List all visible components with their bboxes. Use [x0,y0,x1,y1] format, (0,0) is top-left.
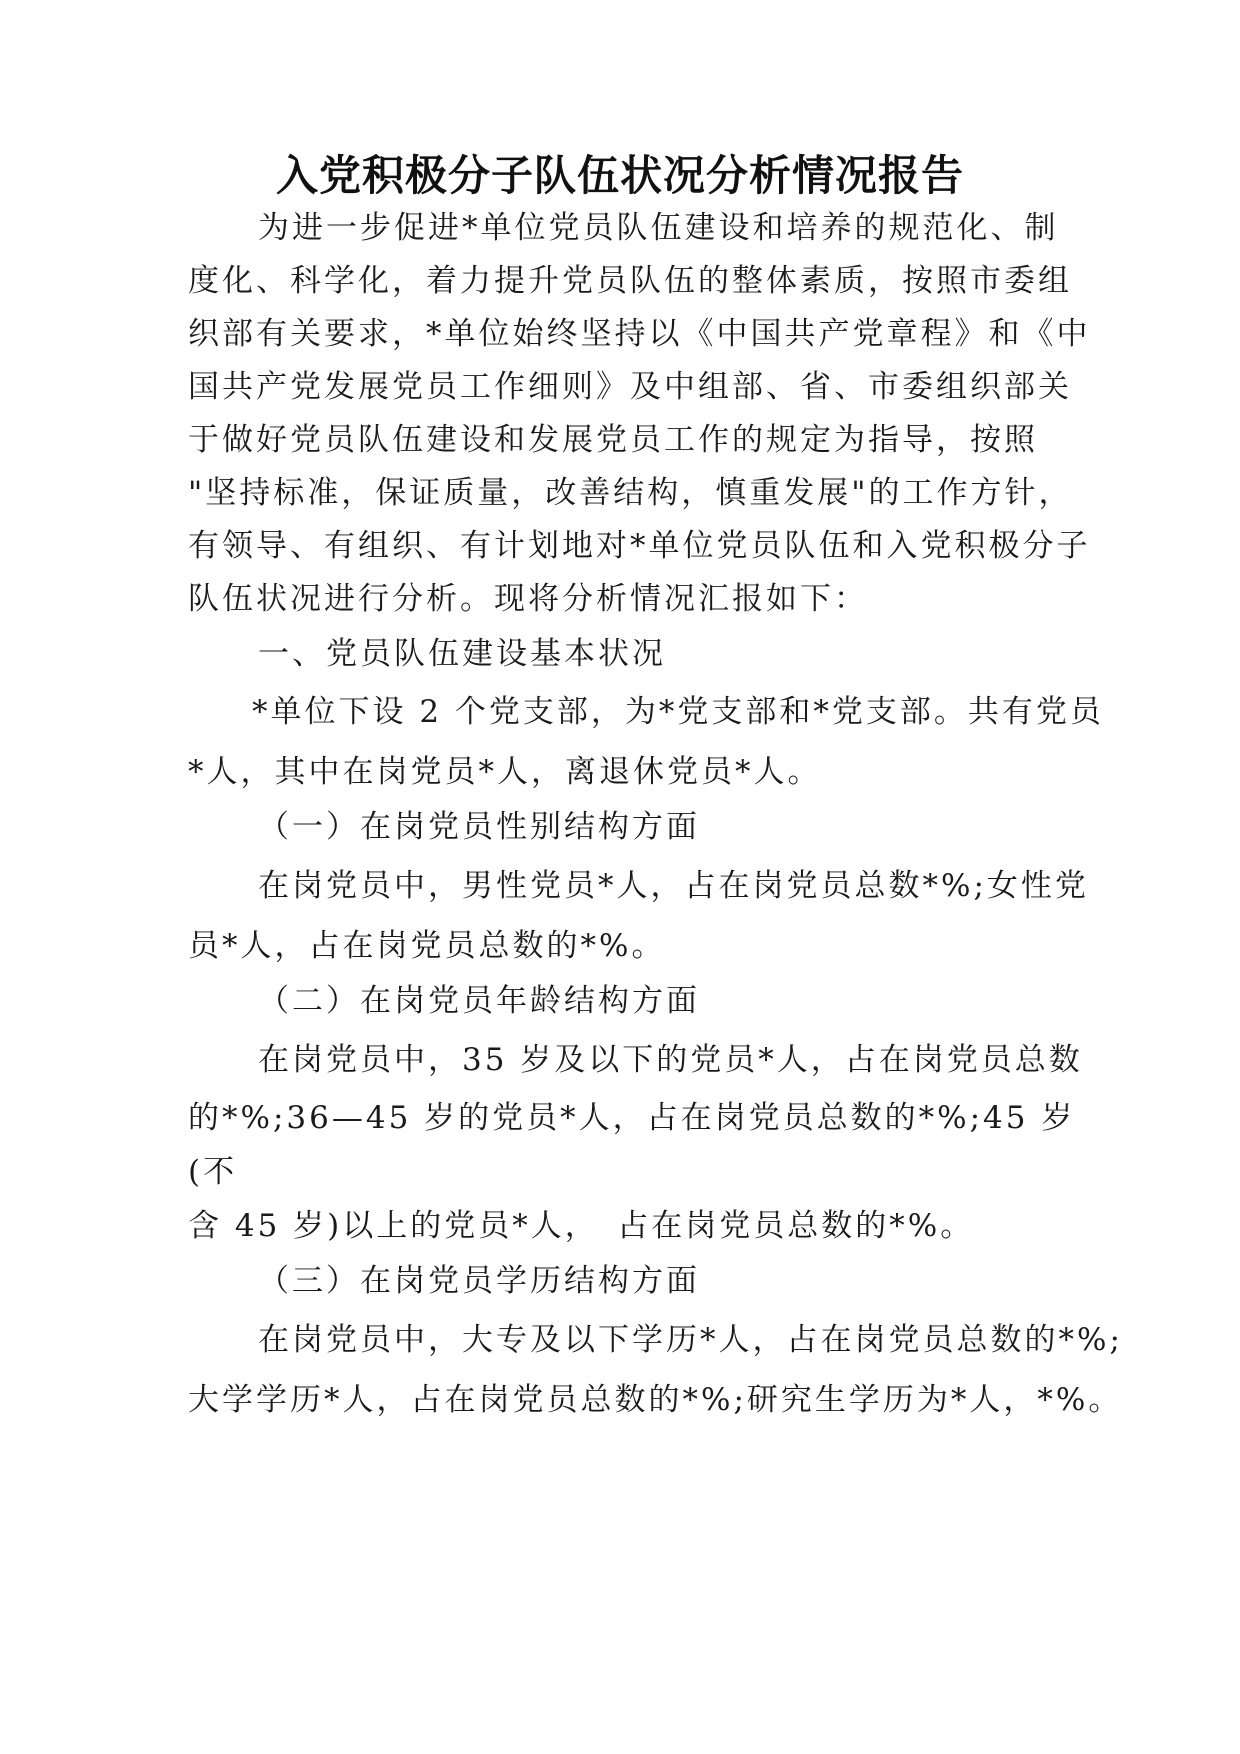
paragraph-line: *人，其中在岗党员*人，离退休党员*人。 [188,754,822,790]
intro-line: 织部有关要求，*单位始终坚持以《中国共产党章程》和《中 [188,316,1091,352]
paragraph-line: 含 45 岁)以上的党员*人， 占在岗党员总数的*%。 [188,1208,975,1244]
paragraph-line: 大学学历*人，占在岗党员总数的*%;研究生学历为*人，*%。 [188,1382,1123,1418]
subsection-heading: （一）在岗党员性别结构方面 [258,809,700,845]
intro-line: 于做好党员队伍建设和发展党员工作的规定为指导，按照 [188,422,1038,458]
section-heading: 一、党员队伍建设基本状况 [258,636,666,672]
intro-line: 有领导、有组织、有计划地对*单位党员队伍和入党积极分子 [188,528,1091,564]
paragraph-line: *单位下设 2 个党支部，为*党支部和*党支部。共有党员 [252,694,1104,730]
paragraph-line: 在岗党员中，男性党员*人，占在岗党员总数*%;女性党 [258,868,1089,904]
paragraph-line: 在岗党员中，大专及以下学历*人，占在岗党员总数的*%; [258,1322,1123,1358]
paragraph-line: (不 [188,1154,238,1190]
document-title: 入党积极分子队伍状况分析情况报告 [275,151,964,200]
paragraph-line: 员*人，占在岗党员总数的*%。 [188,928,666,964]
intro-line: 国共产党发展党员工作细则》及中组部、省、市委组织部关 [188,369,1072,405]
subsection-heading: （三）在岗党员学历结构方面 [258,1263,700,1299]
intro-line: 队伍状况进行分析。现将分析情况汇报如下： [188,581,868,617]
intro-line: 为进一步促进*单位党员队伍建设和培养的规范化、制 [258,210,1059,246]
paragraph-line: 的*%;36—45 岁的党员*人，占在岗党员总数的*%;45 岁 [188,1100,1076,1136]
subsection-heading: （二）在岗党员年龄结构方面 [258,983,700,1019]
intro-line: "坚持标准，保证质量，改善结构，慎重发展"的工作方针， [188,475,1073,511]
paragraph-line: 在岗党员中，35 岁及以下的党员*人，占在岗党员总数 [258,1042,1083,1078]
intro-line: 度化、科学化，着力提升党员队伍的整体素质，按照市委组 [188,263,1072,299]
